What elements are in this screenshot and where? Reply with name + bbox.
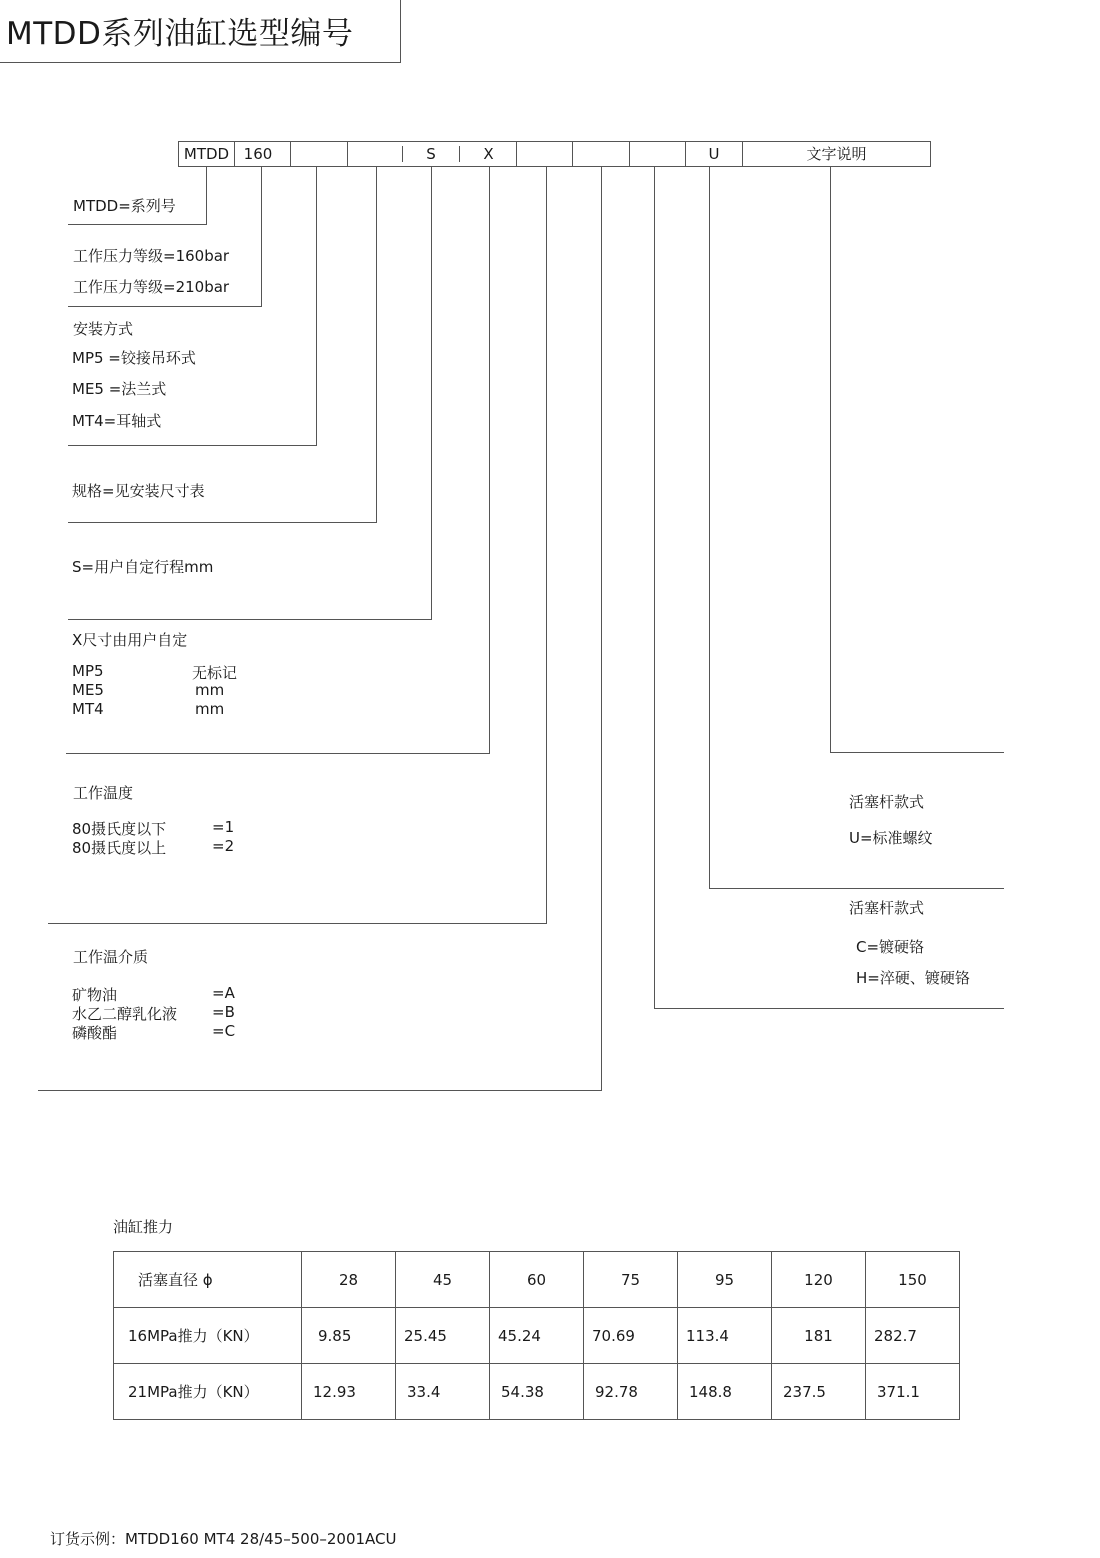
table-row (114, 1364, 960, 1420)
value-cell: 92.78 (584, 1364, 678, 1420)
code-cell-text-note: 文字说明 (806, 145, 867, 163)
header-label-cell (114, 1252, 302, 1308)
value-cell: 237.5 (772, 1364, 866, 1420)
table-row (114, 1308, 960, 1364)
rod-thread-heading: 活塞杆款式 (849, 793, 925, 811)
diameter-cell: 150 (866, 1252, 960, 1308)
row-label: 16MPa推力（KN） (128, 1327, 259, 1345)
diameter-cell: 95 (678, 1252, 772, 1308)
value-cell: 33.4 (396, 1364, 490, 1420)
diameter-cell: 75 (584, 1252, 678, 1308)
medium-value-mineral: =A (212, 984, 235, 1002)
temperature-value-high: =2 (212, 837, 235, 855)
value-cell: 45.24 (490, 1308, 584, 1364)
mount-mt4: MT4=耳轴式 (72, 412, 162, 430)
medium-label-glycol: 水乙二醇乳化液 (72, 1005, 178, 1023)
row-label: 21MPa推力（KN） (128, 1383, 259, 1401)
value-cell: 181 (772, 1308, 866, 1364)
medium-value-glycol: =B (212, 1003, 235, 1021)
value-cell: 25.45 (396, 1308, 490, 1364)
code-cell-rod: U (708, 145, 720, 163)
row-label-cell (114, 1308, 302, 1364)
pressure-210: 工作压力等级=210bar (73, 278, 230, 296)
table-row (114, 1252, 960, 1308)
x-dim-value-me5: mm (195, 681, 225, 699)
medium-label-mineral: 矿物油 (72, 986, 118, 1004)
header-label: 活塞直径 ϕ (138, 1271, 213, 1289)
stroke-label: S=用户自定行程mm (72, 558, 214, 576)
rod-thread-u: U=标准螺纹 (849, 829, 933, 847)
pressure-160: 工作压力等级=160bar (73, 247, 230, 265)
temperature-label-high: 80摄氏度以上 (72, 839, 167, 857)
order-example: 订货示例：MTDD160 MT4 28/45–500–2001ACU (50, 1530, 397, 1548)
temperature-label-low: 80摄氏度以下 (72, 820, 167, 838)
value-cell: 282.7 (866, 1308, 960, 1364)
thrust-title: 油缸推力 (113, 1218, 174, 1236)
medium-label-phosphate: 磷酸酯 (72, 1024, 118, 1042)
temperature-value-low: =1 (212, 818, 235, 836)
mount-heading: 安装方式 (73, 320, 134, 338)
diameter-cell: 28 (302, 1252, 396, 1308)
value-cell: 70.69 (584, 1308, 678, 1364)
mount-mp5: MP5 =铰接吊环式 (72, 349, 196, 367)
thrust-table (113, 1251, 960, 1420)
row-label-cell (114, 1364, 302, 1420)
rod-plating-c: C=镀硬铬 (856, 938, 925, 956)
diameter-cell: 45 (396, 1252, 490, 1308)
diameter-cell: 120 (772, 1252, 866, 1308)
value-cell: 9.85 (302, 1308, 396, 1364)
x-dim-code-mt4: MT4 (72, 700, 104, 718)
page-title: MTDD系列油缸选型编号 (6, 16, 354, 52)
code-cell-series: MTDD (183, 145, 230, 163)
code-cell-pressure: 160 (243, 145, 273, 163)
code-cell-x: X (483, 145, 494, 163)
value-cell: 371.1 (866, 1364, 960, 1420)
value-cell: 113.4 (678, 1308, 772, 1364)
series-label: MTDD=系列号 (73, 197, 176, 215)
x-dim-heading: X尺寸由用户自定 (72, 631, 188, 649)
spec-label: 规格=见安装尺寸表 (72, 482, 205, 500)
code-cell-stroke: S (426, 145, 436, 163)
diameter-cell: 60 (490, 1252, 584, 1308)
medium-heading: 工作温介质 (73, 948, 149, 966)
x-dim-code-mp5: MP5 (72, 662, 104, 680)
rod-plating-h: H=淬硬、镀硬铬 (856, 969, 970, 987)
value-cell: 54.38 (490, 1364, 584, 1420)
rod-plating-heading: 活塞杆款式 (849, 899, 925, 917)
value-cell: 148.8 (678, 1364, 772, 1420)
value-cell: 12.93 (302, 1364, 396, 1420)
x-dim-value-mt4: mm (195, 700, 225, 718)
x-dim-value-mp5: 无标记 (192, 664, 238, 682)
mount-me5: ME5 =法兰式 (72, 380, 167, 398)
x-dim-code-me5: ME5 (72, 681, 104, 699)
temperature-heading: 工作温度 (73, 784, 134, 802)
medium-value-phosphate: =C (212, 1022, 236, 1040)
